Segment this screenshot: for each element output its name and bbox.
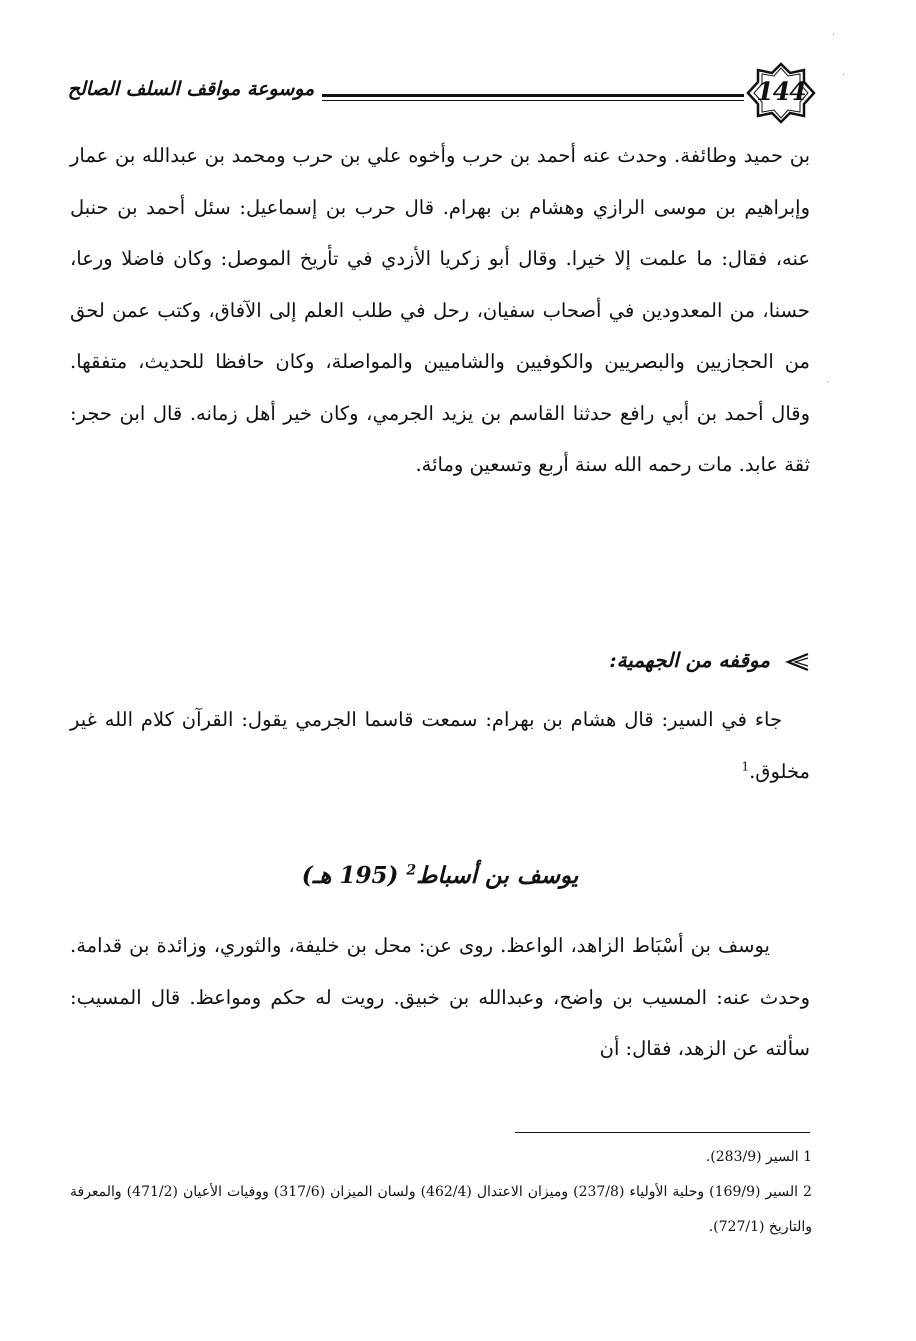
biography-title bbox=[70, 862, 810, 889]
main-paragraph-text: بن حميد وطائفة. وحدث عنه أحمد بن حرب وأخوه علي بن حرب ومحمد بن عبدالله بن عمار وإبراهيم بن موسى الرازي وهشام بن بهرام. قال حرب بن إسماعيل: سئل أحمد بن حنبل عنه، فقال: ما علمت إلا خيرا. وقال أبو زكريا الأزدي في تأريخ الموصل: وكان فاضلا ورعا، حسنا، من المعدودين في أصحاب سفيان، رحل في طلب العلم إلى الآفاق، وكتب عمن لحق من الحجازيين والبصريين والكوفيين والشاميين والمواصلة، وكان حافظا للحديث، متفقها. وقال أحمد بن أبي رافع حدثنا القاسم بن يزيد الجرمي، وكان خير أهل زمانه. قال ابن حجر: ثقة عابد. مات رحمه الله سنة أربع وتسعين ومائة. bbox=[70, 144, 810, 476]
quote-paragraph bbox=[70, 694, 810, 797]
biography-name: يوسف بن أسباط bbox=[416, 862, 579, 889]
series-title: موسوعة مواقف السلف الصالح bbox=[67, 78, 315, 100]
footnote-1: 1 السير (283/9). bbox=[705, 1149, 812, 1165]
page-number: 144 bbox=[756, 77, 806, 106]
arrow-bullet-icon bbox=[784, 651, 810, 673]
footnotes bbox=[70, 1140, 812, 1245]
header-rule bbox=[322, 94, 744, 101]
biography-date: (195 هـ) bbox=[301, 862, 399, 889]
footnote-ref-1[interactable]: 1 bbox=[741, 759, 750, 773]
page-number-badge bbox=[746, 62, 816, 124]
quote-paragraph-text: جاء في السير: قال هشام بن بهرام: سمعت قاسما الجرمي يقول: القرآن كلام الله غير مخلوق. bbox=[70, 708, 810, 783]
scan-speck: · bbox=[842, 70, 846, 81]
page-header bbox=[60, 62, 820, 122]
section-heading-text: موقفه من الجهمية: bbox=[609, 648, 770, 672]
footnote-ref-2[interactable]: 2 bbox=[406, 862, 417, 879]
section-heading bbox=[70, 640, 810, 680]
biography-paragraph-text: يوسف بن أسْبَاط الزاهد، الواعظ. روى عن: محل بن خليفة، والثوري، وزائدة بن قدامة. وحدث عنه: المسيب بن واضح، وعبدالله بن خبيق. رويت له حكم ومواعظ. قال المسيب: سألته عن الزهد، فقال: أن bbox=[70, 934, 810, 1060]
scan-speck: · bbox=[832, 30, 836, 41]
footnote-separator bbox=[515, 1132, 810, 1133]
footnote-2: 2 السير (169/9) وحلية الأولياء (237/8) وميزان الاعتدال (462/4) ولسان الميزان (317/6) ووفيات الأعيان (471/2) والمعرفة والتاريخ (727/1). bbox=[70, 1184, 812, 1235]
biography-paragraph bbox=[70, 920, 810, 1075]
scan-speck: · bbox=[826, 378, 830, 389]
main-paragraph bbox=[70, 130, 810, 491]
